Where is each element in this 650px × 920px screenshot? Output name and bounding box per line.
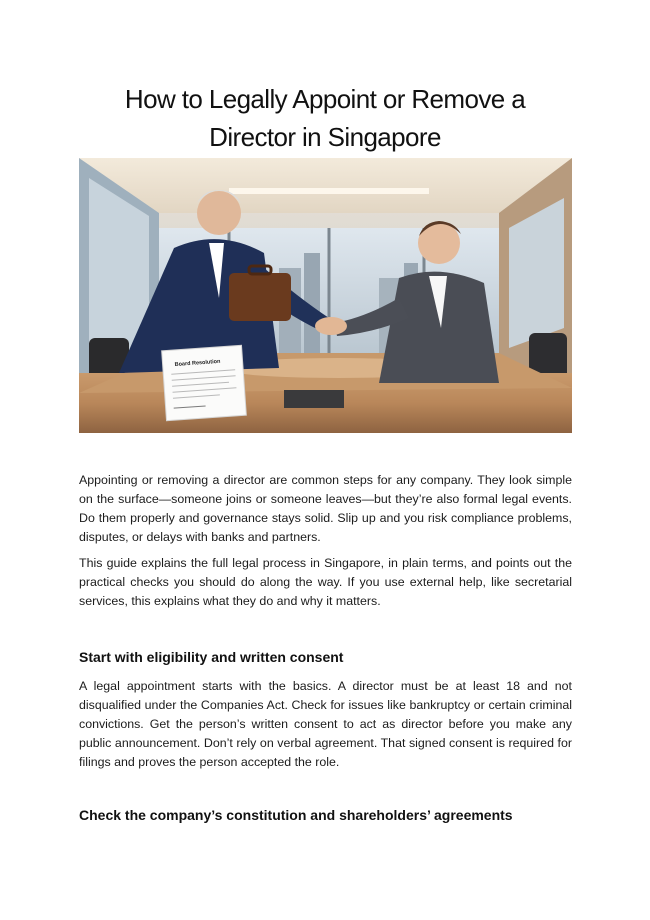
document-heading-text: Board Resolution [174, 358, 221, 368]
intro-paragraph-1: Appointing or removing a director are common steps for any company. They look simple on the surface—someone joins or someone leaves—but they’re also formal legal events. Do them properly and governance stays solid. Slip up and you risk compliance problems, disputes, or delays with banks and partners. [79, 473, 572, 544]
section-heading-eligibility: Start with eligibility and written consent [79, 649, 344, 665]
intro-paragraph-2: This guide explains the full legal process in Singapore, in plain terms, and points out the practical checks you should do along the way. If you use external help, like secretarial services, this explains what they do and why it matters. [79, 556, 572, 608]
hero-image [79, 158, 572, 433]
section-heading-constitution: Check the company’s constitution and shareholders’ agreements [79, 807, 513, 823]
handshake-photo [79, 158, 572, 433]
section-text-eligibility: A legal appointment starts with the basics. A director must be at least 18 and not disqualified under the Companies Act. Check for issues like bankruptcy or certain criminal convictions. Get the person’s written consent to act as director before you make any public announcement. Don’t rely on verbal agreement. That signed consent is required for filings and proves the person accepted the role. [79, 679, 572, 769]
article-title: How to Legally Appoint or Remove a Director in Singapore [124, 84, 526, 152]
